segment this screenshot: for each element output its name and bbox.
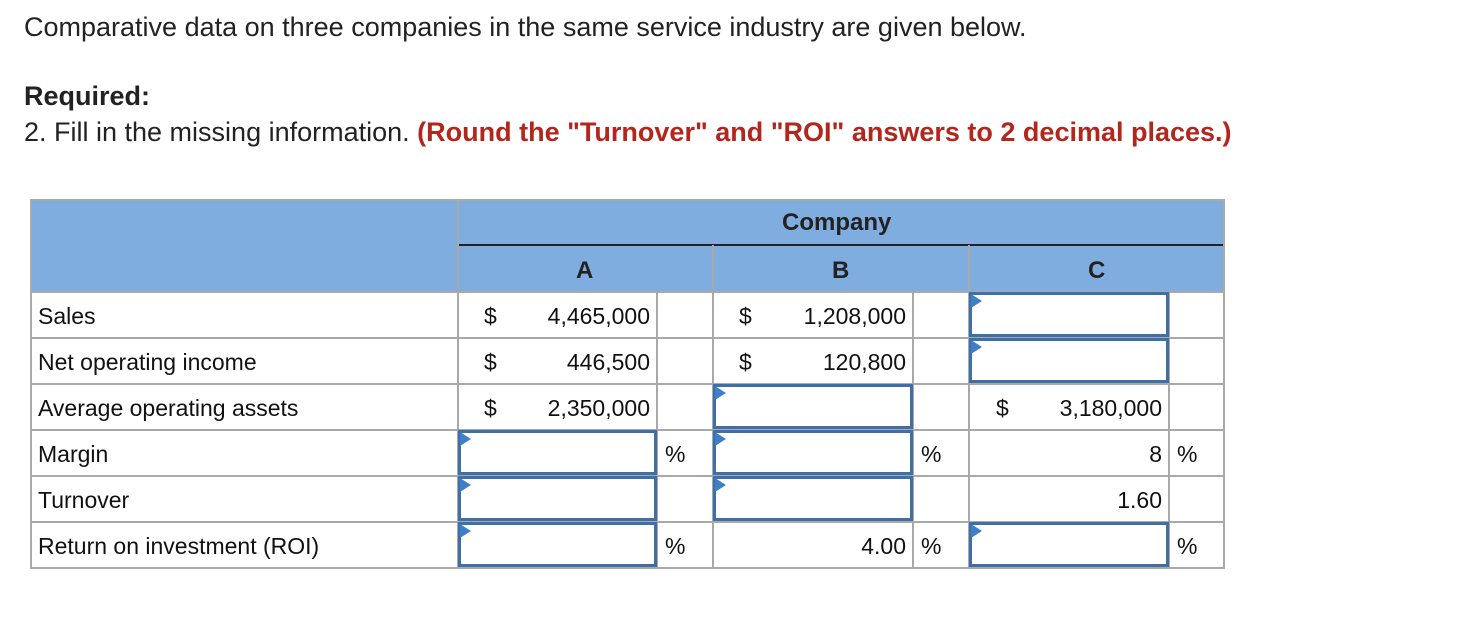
input-marker-icon bbox=[460, 478, 471, 492]
assets-c-value: 3,180,000 bbox=[1059, 395, 1162, 421]
assets-b-input[interactable] bbox=[713, 384, 913, 429]
turnover-a-input[interactable] bbox=[458, 476, 657, 521]
input-marker-icon bbox=[715, 432, 726, 446]
company-data-table bbox=[30, 199, 1225, 569]
input-marker-icon bbox=[715, 386, 726, 400]
instruction-line bbox=[24, 114, 1232, 150]
rounding-note: (Round the "Turnover" and "ROI" answers to 2 decimal places.) bbox=[417, 117, 1232, 147]
input-marker-icon bbox=[971, 524, 982, 538]
input-marker-icon bbox=[971, 340, 982, 354]
table-border-left bbox=[30, 199, 32, 569]
table-border-top bbox=[30, 199, 1225, 201]
noi-a-value: 446,500 bbox=[566, 349, 650, 375]
column-c-header: C bbox=[1088, 257, 1106, 284]
instruction-text: 2. Fill in the missing information. bbox=[24, 117, 410, 147]
sales-a-value: 4,465,000 bbox=[547, 303, 650, 329]
percent-sign: % bbox=[921, 441, 942, 467]
sales-b-value: 1,208,000 bbox=[803, 303, 906, 329]
margin-b-input[interactable] bbox=[713, 430, 913, 475]
roi-b-value: 4.00 bbox=[861, 533, 906, 559]
company-underline bbox=[458, 244, 1225, 246]
assets-a-value: 2,350,000 bbox=[547, 395, 650, 421]
row-label-roi: Return on investment (ROI) bbox=[38, 533, 320, 559]
noi-c-input[interactable] bbox=[969, 338, 1169, 383]
currency-symbol: $ bbox=[739, 349, 752, 375]
row-line bbox=[30, 383, 1225, 385]
noi-b-value: 120,800 bbox=[822, 349, 906, 375]
percent-sign: % bbox=[665, 533, 686, 559]
margin-a-input[interactable] bbox=[458, 430, 657, 475]
currency-symbol: $ bbox=[739, 303, 752, 329]
input-marker-icon bbox=[715, 478, 726, 492]
roi-c-input[interactable] bbox=[969, 522, 1169, 567]
percent-sign: % bbox=[921, 533, 942, 559]
currency-symbol: $ bbox=[484, 395, 497, 421]
column-b-header: B bbox=[832, 257, 850, 284]
header-label-cell bbox=[30, 199, 458, 292]
column-a-header: A bbox=[576, 257, 594, 284]
currency-symbol: $ bbox=[484, 303, 497, 329]
row-label-net-operating-income: Net operating income bbox=[38, 349, 257, 375]
margin-c-value: 8 bbox=[1149, 441, 1162, 467]
percent-sign: % bbox=[1177, 441, 1198, 467]
required-heading: Required: bbox=[24, 81, 151, 111]
table-border-right bbox=[1223, 199, 1225, 569]
percent-sign: % bbox=[665, 441, 686, 467]
currency-symbol: $ bbox=[484, 349, 497, 375]
turnover-c-value: 1.60 bbox=[1117, 487, 1162, 513]
intro-text: Comparative data on three companies in the same service industry are given below. bbox=[24, 12, 1027, 42]
currency-symbol: $ bbox=[996, 395, 1009, 421]
row-label-margin: Margin bbox=[38, 441, 109, 467]
row-label-average-operating-assets: Average operating assets bbox=[38, 395, 299, 421]
input-marker-icon bbox=[460, 432, 471, 446]
sales-c-input[interactable] bbox=[969, 292, 1169, 337]
company-header: Company bbox=[782, 209, 892, 236]
input-marker-icon bbox=[460, 524, 471, 538]
row-label-sales: Sales bbox=[38, 303, 96, 329]
percent-sign: % bbox=[1177, 533, 1198, 559]
turnover-b-input[interactable] bbox=[713, 476, 913, 521]
table-border-bottom bbox=[30, 567, 1225, 569]
roi-a-input[interactable] bbox=[458, 522, 657, 567]
input-marker-icon bbox=[971, 294, 982, 308]
row-label-turnover: Turnover bbox=[38, 487, 130, 513]
